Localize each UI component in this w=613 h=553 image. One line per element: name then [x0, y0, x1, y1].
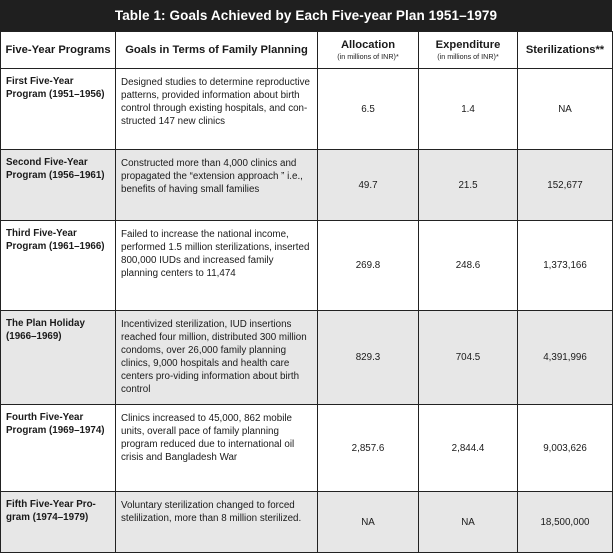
- header-expenditure-label: Expenditure: [435, 39, 501, 51]
- allocation-cell: 2,857.6: [318, 405, 419, 492]
- table-row: [1, 221, 613, 311]
- expenditure-cell: 2,844.4: [419, 405, 518, 492]
- program-cell: Third Five-Year Program (1961–1966): [1, 221, 116, 311]
- header-expenditure-unit: (in millions of INR)*: [437, 52, 499, 61]
- goals-cell: Failed to increase the national income, performed 1.5 million sterilizations, inserted 800,000 IUDs and increased family planning centers to 11,474: [116, 221, 318, 311]
- allocation-cell: 6.5: [318, 69, 419, 150]
- table-title: Table 1: Goals Achieved by Each Five-year Plan 1951–1979: [0, 0, 612, 31]
- goals-cell: Designed studies to determine reproductive patterns, provided information about birth control through existing hospitals, and con-structed 147 new clinics: [116, 69, 318, 150]
- table-row: [1, 405, 613, 492]
- header-allocation-unit: (in millions of INR)*: [337, 52, 399, 61]
- program-cell: Fourth Five-Year Program (1969–1974): [1, 405, 116, 492]
- goals-cell: Voluntary sterilization changed to forced stelilization, more than 8 million sterilized.: [116, 492, 318, 553]
- sterilizations-cell: 4,391,996: [518, 311, 613, 405]
- program-cell: The Plan Holiday (1966–1969): [1, 311, 116, 405]
- allocation-cell: 49.7: [318, 150, 419, 221]
- header-expenditure: [419, 32, 518, 69]
- table-row: [1, 150, 613, 221]
- sterilizations-cell: 18,500,000: [518, 492, 613, 553]
- expenditure-cell: 248.6: [419, 221, 518, 311]
- table-row: [1, 492, 613, 553]
- expenditure-cell: 21.5: [419, 150, 518, 221]
- allocation-cell: 829.3: [318, 311, 419, 405]
- sterilizations-cell: 152,677: [518, 150, 613, 221]
- table-row: [1, 69, 613, 150]
- header-sterilizations: Sterilizations**: [518, 32, 613, 69]
- expenditure-cell: 704.5: [419, 311, 518, 405]
- header-row: [1, 32, 613, 69]
- sterilizations-cell: 9,003,626: [518, 405, 613, 492]
- program-cell: Second Five-Year Program (1956–1961): [1, 150, 116, 221]
- program-cell: Fifth Five-Year Pro-gram (1974–1979): [1, 492, 116, 553]
- goals-table: [0, 31, 613, 553]
- expenditure-cell: NA: [419, 492, 518, 553]
- goals-cell: Incentivized sterilization, IUD insertions reached four million, distributed 300 million condoms, over 26,000 family planning clinics, 9,000 hospitals and health care centers pro-viding information about birth control: [116, 311, 318, 405]
- header-allocation: [318, 32, 419, 69]
- header-goals: Goals in Terms of Family Planning: [116, 32, 318, 69]
- program-cell: First Five-Year Program (1951–1956): [1, 69, 116, 150]
- allocation-cell: 269.8: [318, 221, 419, 311]
- sterilizations-cell: NA: [518, 69, 613, 150]
- header-allocation-label: Allocation: [340, 39, 396, 51]
- table-row: [1, 311, 613, 405]
- goals-cell: Clinics increased to 45,000, 862 mobile units, overall pace of family planning program reduced due to international oil crisis and Bangladesh War: [116, 405, 318, 492]
- allocation-cell: NA: [318, 492, 419, 553]
- sterilizations-cell: 1,373,166: [518, 221, 613, 311]
- goals-cell: Constructed more than 4,000 clinics and propagated the “extension approach ” i.e., benefits of having small families: [116, 150, 318, 221]
- expenditure-cell: 1.4: [419, 69, 518, 150]
- header-programs: Five-Year Programs: [1, 32, 116, 69]
